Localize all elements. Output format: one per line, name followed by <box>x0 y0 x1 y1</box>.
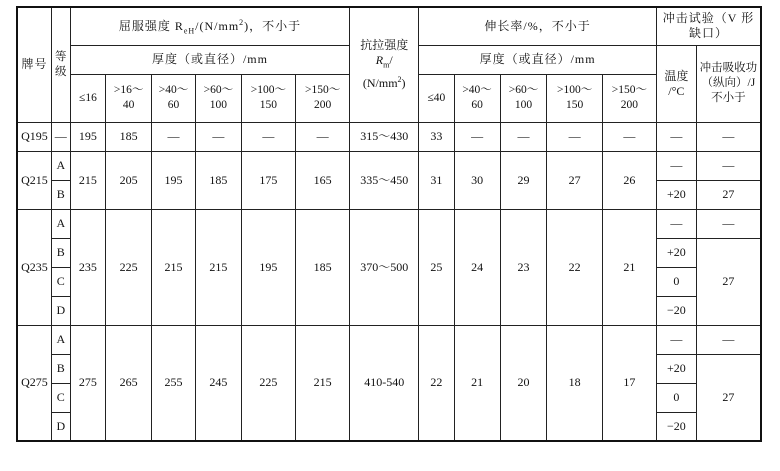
class-cell: D <box>51 296 70 325</box>
yield-cell: — <box>152 122 196 151</box>
yield-cell: — <box>241 122 295 151</box>
elongation-cell: 20 <box>500 325 547 441</box>
yield-cell: 165 <box>296 151 350 209</box>
elongation-cell: 27 <box>547 151 602 209</box>
temperature-cell: — <box>657 209 697 238</box>
tensile-cell: 315～430 <box>350 122 419 151</box>
elongation-thickness-header: 厚度（或直径）/mm <box>419 45 657 74</box>
yield-cell: 275 <box>70 325 105 441</box>
impact-energy-cell: — <box>696 122 761 151</box>
temperature-cell: −20 <box>657 412 697 441</box>
impact-test-header: 冲击试验（V 形缺口） <box>657 7 761 45</box>
elongation-cell: — <box>454 122 500 151</box>
impact-energy-cell: 27 <box>696 354 761 441</box>
yield-strength-header: 屈服强度 $R_{eH}/(N/mm^2)$，不小于 <box>70 7 350 45</box>
elongation-cell: 30 <box>454 151 500 209</box>
elongation-cell: 33 <box>419 122 454 151</box>
yield-cell: 225 <box>106 209 152 325</box>
yield-cell: 245 <box>195 325 241 441</box>
yield-range: >40～ 60 <box>152 74 196 122</box>
temperature-cell: +20 <box>657 238 697 267</box>
yield-cell: 225 <box>241 325 295 441</box>
elongation-range: >150～ 200 <box>602 74 656 122</box>
class-cell: C <box>51 267 70 296</box>
class-cell: B <box>51 238 70 267</box>
class-cell: B <box>51 354 70 383</box>
class-cell: A <box>51 325 70 354</box>
elongation-cell: 22 <box>547 209 602 325</box>
elongation-header: 伸长率/%，不小于 <box>419 7 657 45</box>
table-row-q235 <box>17 209 761 238</box>
impact-energy-cell: — <box>696 209 761 238</box>
elongation-cell: 26 <box>602 151 656 209</box>
elongation-cell: — <box>500 122 547 151</box>
yield-cell: 175 <box>241 151 295 209</box>
class-cell: A <box>51 151 70 180</box>
temperature-cell: +20 <box>657 180 697 209</box>
class-cell: B <box>51 180 70 209</box>
quality-class-header: 等 级 <box>51 7 70 122</box>
steel-properties-table <box>16 6 762 442</box>
class-cell: — <box>51 122 70 151</box>
tensile-cell: 410-540 <box>350 325 419 441</box>
yield-cell: 185 <box>195 151 241 209</box>
class-cell: C <box>51 383 70 412</box>
grade-cell: Q275 <box>17 325 51 441</box>
elongation-cell: 17 <box>602 325 656 441</box>
yield-cell: 185 <box>106 122 152 151</box>
impact-energy-cell: 27 <box>696 238 761 325</box>
yield-cell: 195 <box>241 209 295 325</box>
yield-cell: 195 <box>152 151 196 209</box>
class-cell: A <box>51 209 70 238</box>
elongation-cell: 21 <box>454 325 500 441</box>
elongation-cell: 24 <box>454 209 500 325</box>
impact-energy-cell: — <box>696 325 761 354</box>
elongation-cell: 22 <box>419 325 454 441</box>
elongation-cell: 31 <box>419 151 454 209</box>
table-row-q275 <box>17 325 761 354</box>
class-cell: D <box>51 412 70 441</box>
yield-range: >100～ 150 <box>241 74 295 122</box>
elongation-cell: 29 <box>500 151 547 209</box>
elongation-range: >100～ 150 <box>547 74 602 122</box>
grade-cell: Q215 <box>17 151 51 209</box>
tensile-cell: 335～450 <box>350 151 419 209</box>
elongation-cell: — <box>547 122 602 151</box>
yield-cell: 235 <box>70 209 105 325</box>
yield-cell: 215 <box>152 209 196 325</box>
yield-range: ≤16 <box>70 74 105 122</box>
elongation-cell: 18 <box>547 325 602 441</box>
yield-range: >16～ 40 <box>106 74 152 122</box>
yield-range: >60～ 100 <box>195 74 241 122</box>
tensile-strength-header: 抗拉强度 $R_m/$ $(N/mm^2)$ <box>350 7 419 122</box>
grade-header: 牌号 <box>17 7 51 122</box>
yield-cell: — <box>195 122 241 151</box>
yield-cell: 215 <box>195 209 241 325</box>
elongation-cell: 21 <box>602 209 656 325</box>
tensile-cell: 370～500 <box>350 209 419 325</box>
temperature-cell: 0 <box>657 267 697 296</box>
temperature-cell: 0 <box>657 383 697 412</box>
yield-cell: — <box>296 122 350 151</box>
temperature-cell: −20 <box>657 296 697 325</box>
elongation-range: >60～ 100 <box>500 74 547 122</box>
temperature-cell: — <box>657 151 697 180</box>
grade-cell: Q195 <box>17 122 51 151</box>
yield-cell: 205 <box>106 151 152 209</box>
yield-cell: 255 <box>152 325 196 441</box>
temperature-cell: — <box>657 325 697 354</box>
elongation-cell: 25 <box>419 209 454 325</box>
yield-range: >150～ 200 <box>296 74 350 122</box>
table-row-q195 <box>17 122 761 151</box>
temperature-cell: — <box>657 122 697 151</box>
temperature-header: 温度 /°C <box>657 45 697 122</box>
elongation-range: >40～ 60 <box>454 74 500 122</box>
impact-energy-cell: — <box>696 151 761 180</box>
yield-cell: 185 <box>296 209 350 325</box>
impact-energy-cell: 27 <box>696 180 761 209</box>
yield-cell: 215 <box>296 325 350 441</box>
elongation-range: ≤40 <box>419 74 454 122</box>
yield-thickness-header: 厚度（或直径）/mm <box>70 45 350 74</box>
elongation-cell: — <box>602 122 656 151</box>
grade-cell: Q235 <box>17 209 51 325</box>
temperature-cell: +20 <box>657 354 697 383</box>
yield-cell: 265 <box>106 325 152 441</box>
impact-energy-header: 冲击吸收功（纵向）/J 不小于 <box>696 45 761 122</box>
elongation-cell: 23 <box>500 209 547 325</box>
yield-cell: 195 <box>70 122 105 151</box>
yield-cell: 215 <box>70 151 105 209</box>
table-row-q215 <box>17 151 761 180</box>
